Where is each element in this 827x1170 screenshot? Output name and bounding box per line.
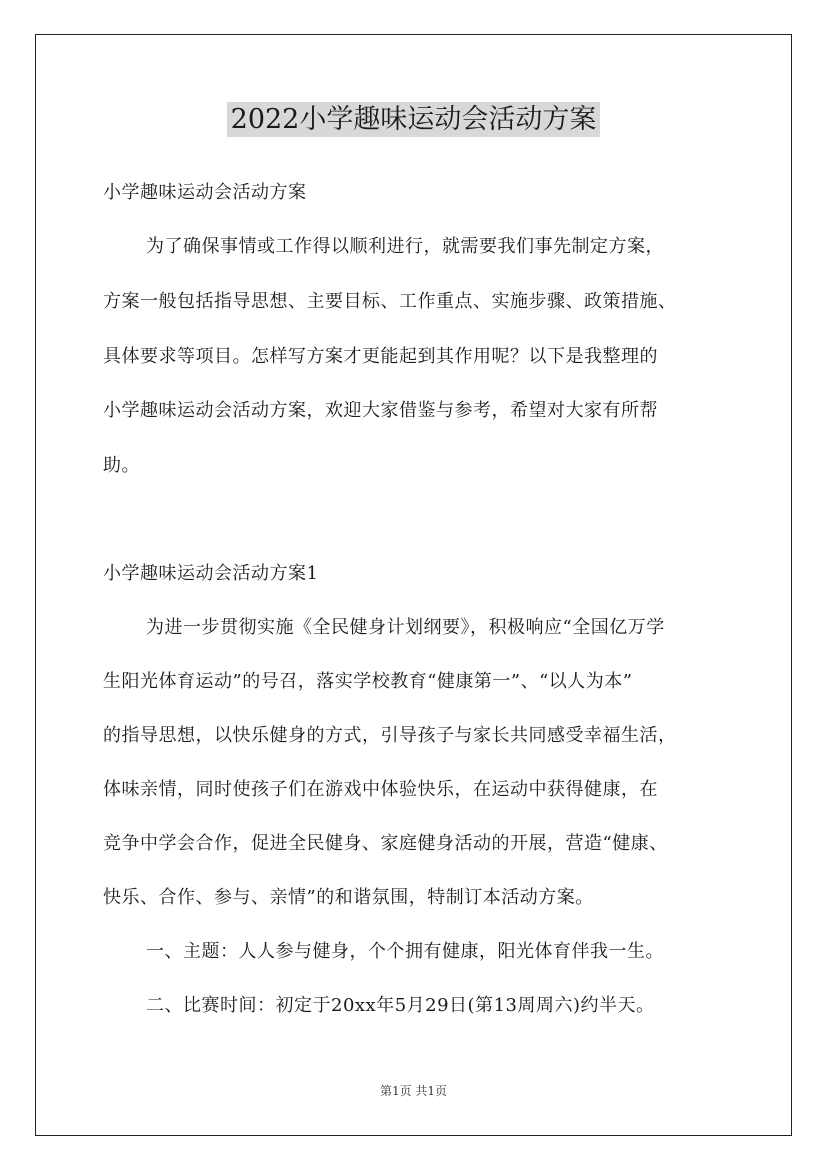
section-line: 为进一步贯彻实施《全民健身计划纲要》，积极响应“全国亿万学 [146, 617, 665, 638]
section-line: 一、主题：人人参与健身，个个拥有健康，阳光体育伴我一生。 [146, 941, 664, 962]
document-title [0, 100, 827, 140]
section-line: 生阳光体育运动”的号召，落实学校教育“健康第一”、“以人为本” [103, 671, 633, 692]
document-title-text: 2022小学趣味运动会活动方案 [227, 102, 601, 137]
section-heading: 小学趣味运动会活动方案1 [103, 563, 319, 584]
section-line: 体味亲情，同时使孩子们在游戏中体验快乐，在运动中获得健康，在 [103, 779, 658, 800]
section-line: 的指导思想，以快乐健身的方式，引导孩子与家长共同感受幸福生活， [103, 725, 677, 746]
section-line: 二、比赛时间：初定于20xx年5月29日(第13周周六)约半天。 [146, 995, 655, 1016]
intro-line: 助。 [103, 455, 140, 476]
document-subtitle: 小学趣味运动会活动方案 [103, 182, 307, 203]
section-line: 快乐、合作、参与、亲情”的和谐氛围，特制订本活动方案。 [103, 887, 594, 908]
intro-line: 具体要求等项目。怎样写方案才更能起到其作用呢？以下是我整理的 [103, 346, 658, 367]
page-footer: 第1页 共1页 [379, 1084, 448, 1098]
intro-line: 方案一般包括指导思想、主要目标、工作重点、实施步骤、政策措施、 [103, 291, 677, 312]
intro-line: 为了确保事情或工作得以顺利进行，就需要我们事先制定方案， [146, 236, 664, 257]
section-line: 竞争中学会合作，促进全民健身、家庭健身活动的开展，营造“健康、 [103, 833, 668, 854]
intro-line: 小学趣味运动会活动方案，欢迎大家借鉴与参考，希望对大家有所帮 [103, 400, 658, 421]
